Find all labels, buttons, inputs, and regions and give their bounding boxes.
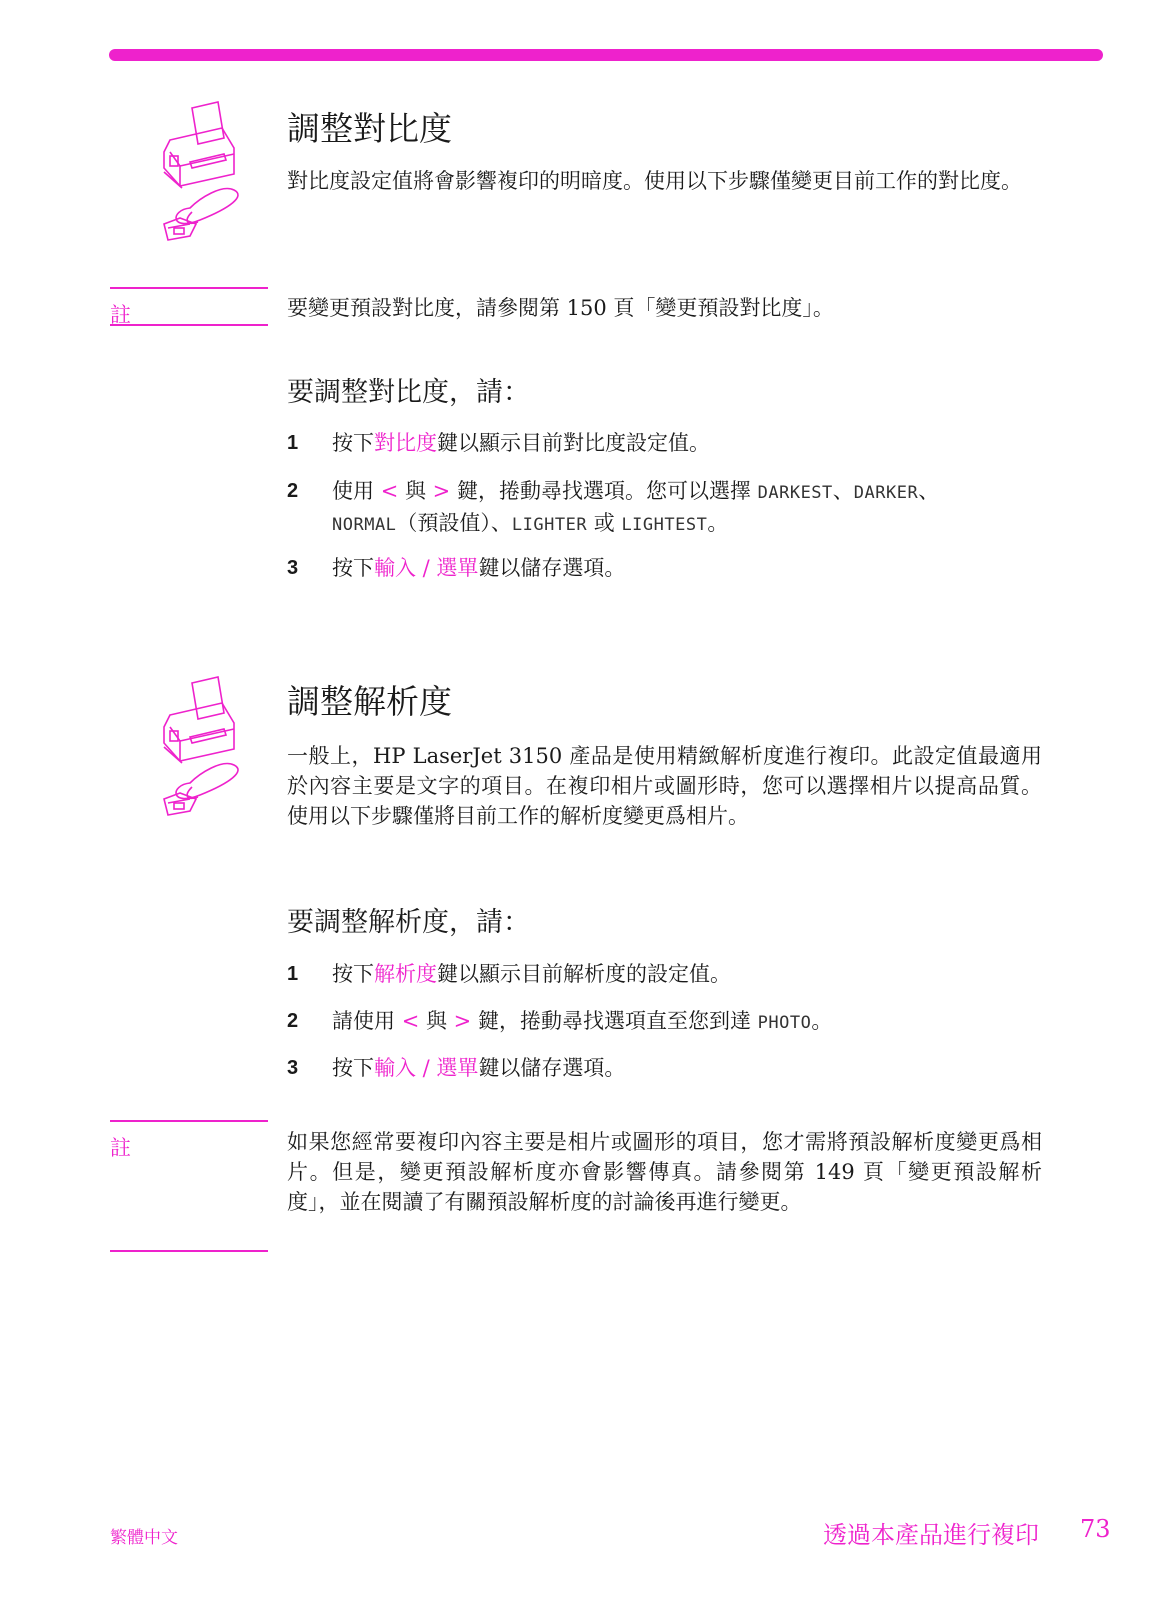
note-divider [110, 1250, 268, 1252]
top-accent-bar [109, 49, 1103, 61]
note-text-resolution: 如果您經常要複印內容主要是相片或圖形的項目，您才需將預設解析度變更爲相片。但是，變更預設解析度亦會影響傳真。請參閱第 149 頁「變更預設解析度」，並在閱讀了有關預設解析度的討論後再進行變更。 [287, 1130, 1042, 1214]
resolution-intro: 一般上，HP LaserJet 3150 產品是使用精緻解析度進行複印。此設定值最適用於內容主要是文字的項目。在複印相片或圖形時，您可以選擇相片以提高品質。使用以下步驟僅將目前工作的解析度變更爲相片。 [287, 744, 1042, 828]
note-text-contrast: 要變更預設對比度，請參閱第 150 頁「變更預設對比度」。 [287, 296, 834, 320]
subheading-resolution: 要調整解析度，請： [287, 907, 530, 938]
step-2-contrast: 2 使用 < 與 > 鍵，捲動尋找選項。您可以選擇 DARKEST、DARKER、 NORMAL（預設值）、LIGHTER 或 LIGHTEST。 [287, 479, 940, 535]
right-arrow-key: > [453, 1009, 472, 1033]
enter-menu-key: 輸入 / 選單 [374, 1056, 479, 1080]
left-arrow-key: < [380, 479, 399, 503]
page-number: 73 [1080, 1515, 1111, 1543]
fax-machine-icon [150, 100, 250, 250]
footer-language: 繁體中文 [110, 1528, 178, 1548]
subheading-contrast: 要調整對比度，請： [287, 377, 530, 408]
section-title-contrast: 調整對比度 [287, 109, 452, 148]
note-label: 註 [110, 1120, 268, 1162]
note-divider [110, 324, 268, 326]
section-title-resolution: 調整解析度 [287, 682, 452, 721]
fax-machine-icon [150, 675, 250, 825]
left-arrow-key: < [401, 1009, 420, 1033]
note-label: 註 [110, 287, 268, 329]
enter-menu-key: 輸入 / 選單 [374, 556, 479, 580]
resolution-key: 解析度 [374, 962, 437, 986]
contrast-intro: 對比度設定值將會影響複印的明暗度。使用以下步驟僅變更目前工作的對比度。 [287, 169, 1022, 193]
right-arrow-key: > [432, 479, 451, 503]
footer-chapter-title: 透過本產品進行複印 [823, 1521, 1039, 1549]
contrast-key: 對比度 [374, 431, 437, 455]
